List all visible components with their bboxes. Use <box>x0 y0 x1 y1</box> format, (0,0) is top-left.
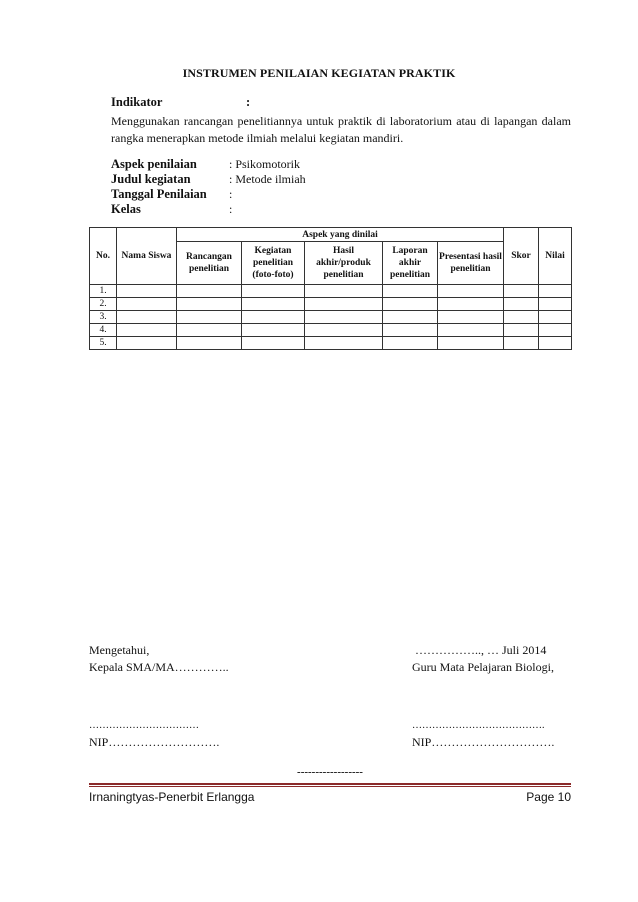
header-nilai: Nilai <box>539 228 572 285</box>
table-cell <box>177 324 242 337</box>
table-row <box>90 298 572 311</box>
indikator-text: Menggunakan rancangan penelitiannya untuk praktik di laboratorium atau di lapangan dalam rangka menerapkan metode ilmiah melalui kegiatan mandiri. <box>111 114 571 145</box>
table-cell <box>504 298 539 311</box>
table-cell <box>242 311 305 324</box>
table-cell <box>539 324 572 337</box>
header-aspect-kegiatan: Kegiatan penelitian (foto-foto) <box>242 242 305 285</box>
table-cell <box>504 324 539 337</box>
header-no: No. <box>90 228 117 285</box>
table-cell <box>438 298 504 311</box>
field-label-tanggal: Tanggal Penilaian <box>111 187 207 201</box>
row-number: 2. <box>90 298 117 311</box>
table-cell <box>383 298 438 311</box>
field-label-aspek: Aspek penilaian <box>111 157 197 171</box>
indikator-colon: : <box>246 95 251 109</box>
header-nama-siswa: Nama Siswa <box>117 228 177 285</box>
headmaster-role: Kepala SMA/MA………….. <box>89 660 229 674</box>
page-number: Page 10 <box>526 790 571 804</box>
field-label-kelas: Kelas <box>111 202 141 216</box>
field-value-kelas: : <box>229 202 233 216</box>
table-cell <box>117 311 177 324</box>
footer-rule <box>89 783 571 785</box>
header-aspect-hasil: Hasil akhir/produk penelitian <box>305 242 383 285</box>
table-cell <box>504 337 539 350</box>
document-title: INSTRUMEN PENILAIAN KEGIATAN PRAKTIK <box>182 66 456 80</box>
table-cell <box>383 311 438 324</box>
table-cell <box>242 298 305 311</box>
field-value-tanggal: : <box>229 187 233 201</box>
table-cell <box>539 285 572 298</box>
table-cell <box>305 285 383 298</box>
table-cell <box>438 324 504 337</box>
place-date: …………….., … Juli 2014 <box>415 643 547 657</box>
indikator-label: Indikator <box>111 95 163 109</box>
table-cell <box>117 337 177 350</box>
field-label-judul: Judul kegiatan <box>111 172 191 186</box>
table-cell <box>438 311 504 324</box>
table-cell <box>117 324 177 337</box>
table-cell <box>305 311 383 324</box>
header-aspek-group: Aspek yang dinilai <box>177 228 504 242</box>
table-cell <box>117 285 177 298</box>
table-cell <box>539 298 572 311</box>
table-cell <box>242 324 305 337</box>
separator-dashes: ------------------ <box>297 766 363 778</box>
assessment-table <box>89 227 572 350</box>
header-aspect-presentasi: Presentasi hasil penelitian <box>438 242 504 285</box>
table-cell <box>539 337 572 350</box>
table-cell <box>177 337 242 350</box>
table-cell <box>504 285 539 298</box>
table-cell <box>305 337 383 350</box>
teacher-signature-line: …………………………………. <box>412 720 545 731</box>
headmaster-signature-line: …………………………… <box>89 720 199 731</box>
ack-text: Mengetahui, <box>89 643 150 657</box>
teacher-nip: NIP…………………………. <box>412 735 555 749</box>
table-cell <box>242 285 305 298</box>
row-number: 5. <box>90 337 117 350</box>
header-aspect-laporan: Laporan akhir penelitian <box>383 242 438 285</box>
table-row <box>90 311 572 324</box>
table-cell <box>383 337 438 350</box>
table-cell <box>438 285 504 298</box>
table-cell <box>539 311 572 324</box>
table-cell <box>305 324 383 337</box>
teacher-role: Guru Mata Pelajaran Biologi, <box>412 660 554 674</box>
table-cell <box>305 298 383 311</box>
footer-rule-thin <box>89 786 571 787</box>
table-cell <box>504 311 539 324</box>
row-number: 3. <box>90 311 117 324</box>
table-cell <box>383 324 438 337</box>
row-number: 4. <box>90 324 117 337</box>
table-cell <box>117 298 177 311</box>
table-cell <box>177 285 242 298</box>
table-row <box>90 324 572 337</box>
footer-publisher: Irnaningtyas-Penerbit Erlangga <box>89 790 255 804</box>
table-cell <box>242 337 305 350</box>
field-value-judul: : Metode ilmiah <box>229 172 306 186</box>
field-value-aspek: : Psikomotorik <box>229 157 301 171</box>
headmaster-nip: NIP………………………. <box>89 735 220 749</box>
table-row <box>90 285 572 298</box>
table-cell <box>438 337 504 350</box>
header-skor: Skor <box>504 228 539 285</box>
header-aspect-rancangan: Rancangan penelitian <box>177 242 242 285</box>
table-cell <box>177 298 242 311</box>
table-row <box>90 337 572 350</box>
table-cell <box>383 285 438 298</box>
row-number: 1. <box>90 285 117 298</box>
table-cell <box>177 311 242 324</box>
